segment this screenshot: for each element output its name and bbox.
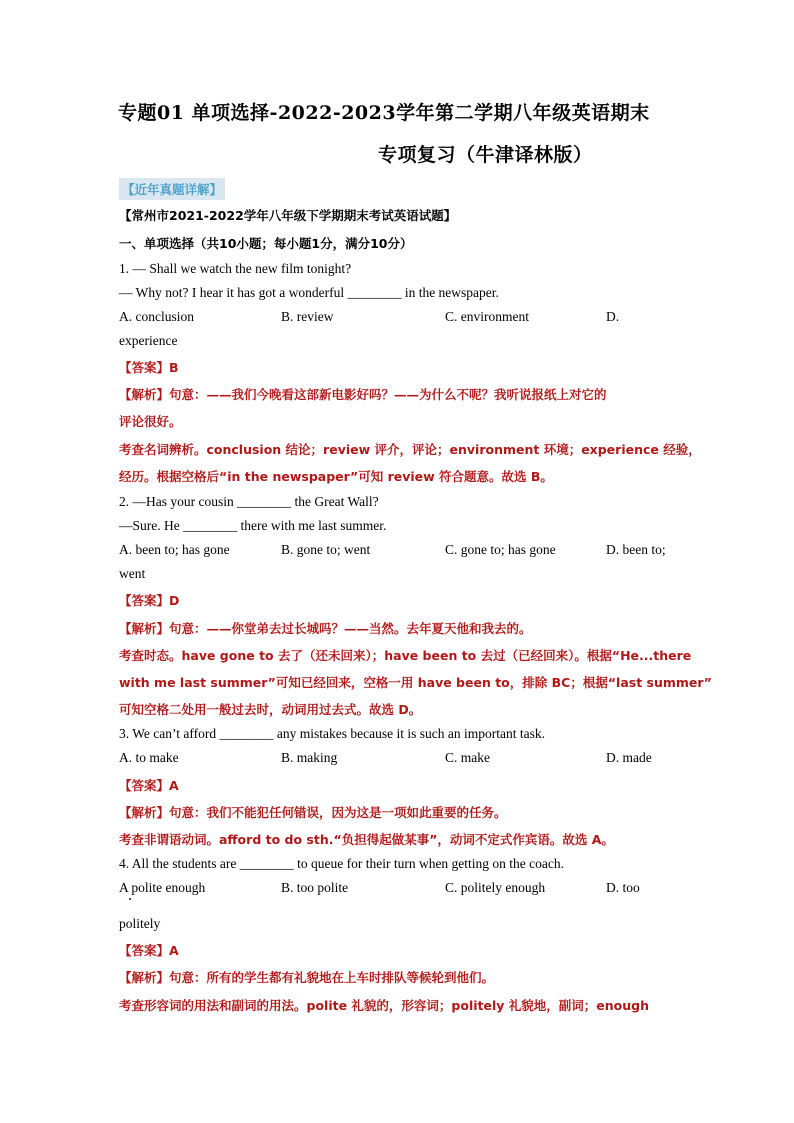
q2-analysis-3: with me last summer”可知已经回来，空格一用 have been to，排除 BC；根据“last summer” — [119, 675, 712, 690]
q4-option-d: D. too — [606, 880, 640, 895]
q4-option-a: A polite enough — [119, 880, 206, 895]
q2-stem-line-2: —Sure. He ________ there with me last summer. — [119, 518, 387, 533]
q1-analysis-2: 评论很好。 — [119, 414, 182, 429]
q3-option-a: A. to make — [119, 750, 179, 765]
q4-stem: 4. All the students are ________ to queue for their turn when getting on the coach. — [119, 856, 565, 871]
q1-stem-line-2: — Why not? I hear it has got a wonderful ________ in the newspaper. — [119, 285, 499, 300]
q2-option-d-wrap: went — [119, 566, 146, 581]
q1-options — [119, 309, 679, 327]
q4-option-d-wrap: politely — [119, 916, 161, 931]
q1-option-c: C. environment — [445, 309, 529, 324]
q1-analysis-1: 【解析】句意：——我们今晚看这部新电影好吗？——为什么不呢？我听说报纸上对它的 — [119, 387, 607, 402]
q1-analysis-4: 经历。根据空格后“in the newspaper”可知 review 符合题意。故选 B。 — [119, 469, 553, 484]
q2-analysis-2: 考查时态。have gone to 去了（还未回来）；have been to 去过（已经回来）。根据“He...there — [119, 648, 692, 663]
q2-option-b: B. gone to; went — [281, 542, 371, 557]
q1-analysis-3: 考查名词辨析。conclusion 结论；review 评介，评论；environment 环境；experience 经验， — [119, 442, 701, 457]
q2-options — [119, 542, 679, 560]
q2-analysis-1: 【解析】句意：——你堂弟去过长城吗？——当然。去年夏天他和我去的。 — [119, 621, 532, 636]
section-tag: 【近年真题详解】 — [119, 178, 225, 200]
q3-answer: 【答案】A — [119, 778, 179, 793]
q1-answer: 【答案】B — [119, 360, 179, 375]
part-heading: 一、单项选择（共10小题；每小题1分，满分10分） — [119, 236, 413, 251]
q3-analysis-2: 考查非谓语动词。afford to do sth.“负担得起做某事”，动词不定式作宾语。故选 A。 — [119, 832, 614, 847]
q1-option-d-wrap: experience — [119, 333, 178, 348]
q3-option-b: B. making — [281, 750, 338, 765]
q1-option-b: B. review — [281, 309, 334, 324]
q3-option-c: C. make — [445, 750, 490, 765]
q2-option-a: A. been to; has gone — [119, 542, 230, 557]
q2-analysis-4: 可知空格二处用一般过去时，动词用过去式。故选 D。 — [119, 702, 422, 717]
q4-analysis-1: 【解析】句意：所有的学生都有礼貌地在上车时排队等候轮到他们。 — [119, 970, 495, 985]
q3-option-d: D. made — [606, 750, 652, 765]
stray-dot-mark — [129, 898, 131, 900]
q3-options — [119, 750, 679, 768]
q1-stem-line-1: 1. — Shall we watch the new film tonight? — [119, 261, 352, 276]
q2-option-d: D. been to; — [606, 542, 666, 557]
q4-analysis-2: 考查形容词的用法和副词的用法。polite 礼貌的，形容词；politely 礼貌地，副词；enough — [119, 998, 649, 1013]
source-heading: 【常州市2021-2022学年八年级下学期期末考试英语试题】 — [119, 208, 457, 223]
q2-stem-line-1: 2. —Has your cousin ________ the Great Wall? — [119, 494, 379, 509]
q1-option-d: D. — [606, 309, 620, 324]
q1-option-a: A. conclusion — [119, 309, 194, 324]
q4-option-c: C. politely enough — [445, 880, 546, 895]
q2-answer: 【答案】D — [119, 593, 180, 608]
q2-option-c: C. gone to; has gone — [445, 542, 556, 557]
document-title-line-1: 专题01 单项选择-2022-2023学年第二学期八年级英语期末 — [118, 102, 650, 124]
q4-option-b: B. too polite — [281, 880, 349, 895]
q4-answer: 【答案】A — [119, 943, 179, 958]
q3-analysis-1: 【解析】句意：我们不能犯任何错误，因为这是一项如此重要的任务。 — [119, 805, 507, 820]
q4-options — [119, 880, 679, 898]
document-title-line-2: 专项复习（牛津译林版） — [378, 144, 593, 166]
q3-stem: 3. We can’t afford ________ any mistakes because it is such an important task. — [119, 726, 545, 741]
